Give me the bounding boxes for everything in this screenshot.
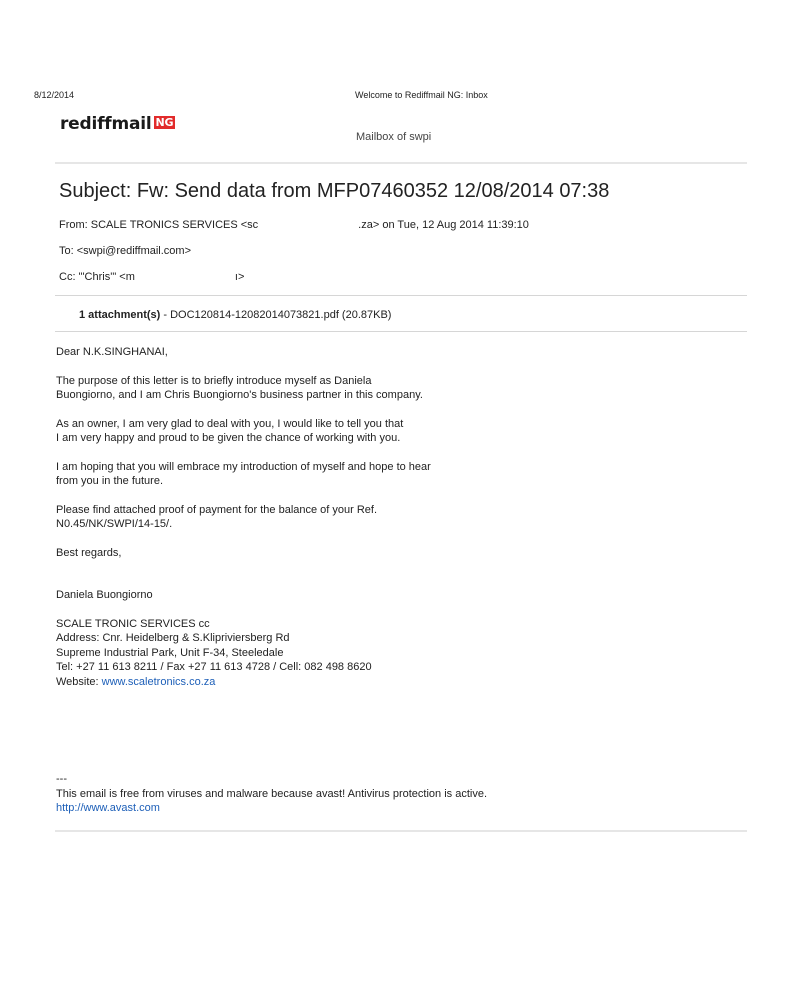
closing: Best regards, — [56, 546, 122, 559]
email-subject: Subject: Fw: Send data from MFP07460352 12/08/2014 07:38 — [59, 180, 610, 202]
footer-separator: --- — [56, 773, 67, 785]
from-suffix: .za> on Tue, 12 Aug 2014 11:39:10 — [358, 219, 529, 231]
from-prefix: From: SCALE TRONICS SERVICES <sc — [59, 219, 259, 231]
body-line: The purpose of this letter is to briefly introduce myself as Daniela — [56, 374, 372, 387]
rediffmail-logo[interactable] — [60, 114, 175, 134]
body-paragraph-1 — [56, 374, 736, 403]
logo-badge: NG — [155, 116, 174, 129]
email-body — [56, 345, 736, 689]
divider-attachments-top — [55, 295, 747, 296]
mailbox-label: Mailbox of swpi — [356, 131, 432, 143]
logo-text: rediffmail — [60, 114, 152, 134]
attachment-row[interactable] — [79, 309, 391, 321]
attachment-file[interactable]: - DOC120814-12082014073821.pdf (20.87KB) — [160, 309, 392, 321]
body-line: Buongiorno, and I am Chris Buongiorno's business partner in this company. — [56, 389, 423, 401]
cc-line — [59, 271, 244, 283]
cc-prefix: Cc: "'Chris'" <m — [59, 271, 135, 283]
divider-bottom — [55, 830, 747, 832]
antivirus-notice: This email is free from viruses and malware because avast! Antivirus protection is active. — [56, 787, 488, 800]
body-paragraph-2 — [56, 417, 736, 446]
address-line-1: Address: Cnr. Heidelberg & S.Klipriviersberg Rd — [56, 632, 290, 644]
website-link[interactable]: www.scaletronics.co.za — [101, 675, 216, 688]
signature-name: Daniela Buongiorno — [56, 589, 153, 601]
divider-top — [55, 162, 747, 164]
phone-line: Tel: +27 11 613 8211 / Fax +27 11 613 4728 / Cell: 082 498 8620 — [56, 661, 372, 673]
address-line-2: Supreme Industrial Park, Unit F-34, Steeledale — [56, 646, 284, 659]
body-line: from you in the future. — [56, 475, 163, 487]
to-line: To: <swpi@rediffmail.com> — [59, 245, 192, 257]
body-line: Please find attached proof of payment for the balance of your Ref. — [56, 503, 378, 516]
body-paragraph-4 — [56, 503, 736, 532]
company-name: SCALE TRONIC SERVICES cc — [56, 617, 210, 630]
attachment-count: 1 attachment(s) — [79, 309, 161, 321]
website-line — [56, 675, 736, 690]
print-page-title: Welcome to Rediffmail NG: Inbox — [355, 90, 488, 100]
website-label: Website: — [56, 675, 102, 688]
body-line: As an owner, I am very glad to deal with you, I would like to tell you that — [56, 417, 404, 430]
print-date: 8/12/2014 — [34, 90, 75, 100]
greeting: Dear N.K.SINGHANAI, — [56, 346, 168, 358]
signature-block — [56, 617, 736, 690]
body-line: I am hoping that you will embrace my introduction of myself and hope to hear — [56, 460, 431, 473]
avast-link[interactable]: http://www.avast.com — [56, 802, 160, 814]
divider-attachments-bottom — [55, 331, 747, 332]
email-footer — [56, 772, 487, 816]
from-line — [59, 219, 529, 231]
body-line: N0.45/NK/SWPI/14-15/. — [56, 518, 173, 530]
body-line: I am very happy and proud to be given the chance of working with you. — [56, 432, 401, 444]
cc-suffix: ı> — [234, 271, 245, 283]
body-paragraph-3 — [56, 460, 736, 489]
